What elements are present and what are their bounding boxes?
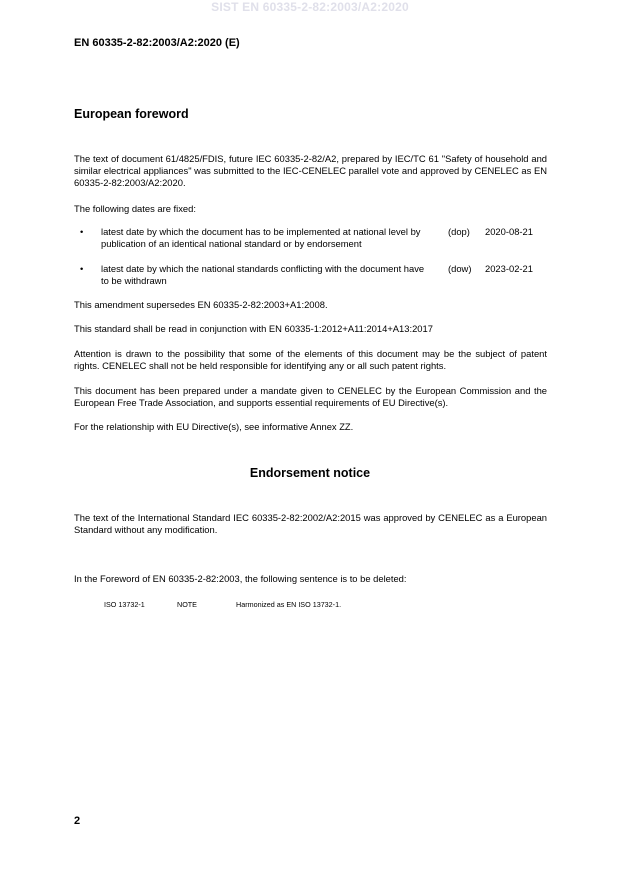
- foreword-intro-paragraph: The text of document 61/4825/FDIS, future IEC 60335-2-82/A2, prepared by IEC/TC 61 "Safety of household and similar electrical appliances" was submitted to the IEC-CENELEC parallel vote and approved by CENELEC as EN 60335-2-82:2003/A2:2020.: [74, 153, 547, 188]
- endorsement-paragraph: The text of the International Standard IEC 60335-2-82:2002/A2:2015 was approved by CENELEC as a European Standard without any modification.: [74, 512, 547, 535]
- foreword-title: European foreword: [74, 107, 189, 121]
- note-text: Harmonized as EN ISO 13732-1.: [236, 600, 342, 609]
- endorsement-title: Endorsement notice: [249, 466, 371, 480]
- date-description: latest date by which the document has to be implemented at national level by publication of an identical national standard or by endorsement: [101, 226, 421, 249]
- supersedes-paragraph: This amendment supersedes EN 60335-2-82:2003+A1:2008.: [74, 299, 328, 310]
- document-identifier: EN 60335-2-82:2003/A2:2020 (E): [74, 37, 240, 49]
- watermark: SIST EN 60335-2-82:2003/A2:2020: [211, 0, 409, 14]
- date-code: (dop): [448, 226, 470, 237]
- deletion-paragraph: In the Foreword of EN 60335-2-82:2003, the following sentence is to be deleted:: [74, 573, 407, 584]
- dates-intro-paragraph: The following dates are fixed:: [74, 203, 196, 214]
- bullet-marker: •: [80, 226, 84, 237]
- date-code: (dow): [448, 263, 472, 274]
- date-value: 2023-02-21: [485, 263, 533, 274]
- patent-paragraph: Attention is drawn to the possibility that some of the elements of this document may be the subject of patent rights. CENELEC shall not be held responsible for identifying any or all such patent rights.: [74, 348, 547, 371]
- conjunction-paragraph: This standard shall be read in conjunction with EN 60335-1:2012+A11:2014+A13:2017: [74, 323, 433, 334]
- date-value: 2020-08-21: [485, 226, 533, 237]
- date-description: latest date by which the national standards conflicting with the document have to be withdrawn: [101, 263, 425, 286]
- note-reference: ISO 13732-1: [104, 600, 145, 609]
- note-label: NOTE: [177, 600, 197, 609]
- mandate-paragraph: This document has been prepared under a mandate given to CENELEC by the European Commission and the European Free Trade Association, and supports essential requirements of EU Directive(s).: [74, 385, 547, 408]
- page-number: 2: [74, 815, 81, 827]
- relationship-paragraph: For the relationship with EU Directive(s), see informative Annex ZZ.: [74, 421, 354, 432]
- bullet-marker: •: [80, 263, 84, 274]
